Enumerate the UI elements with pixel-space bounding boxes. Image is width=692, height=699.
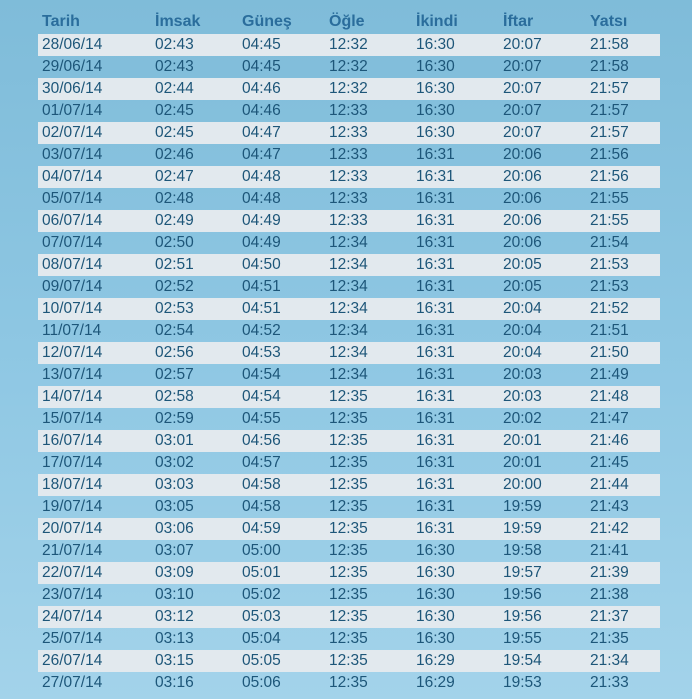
cell-ikindi: 16:31 (416, 366, 455, 383)
column-header-date: Tarih (42, 13, 80, 30)
cell-imsak: 03:05 (155, 498, 194, 515)
cell-gunes: 04:57 (242, 454, 281, 471)
cell-yatsi: 21:37 (586, 606, 660, 628)
cell-date: 24/07/14 (38, 606, 151, 628)
cell-gunes: 05:01 (238, 562, 325, 584)
table-row (38, 122, 660, 144)
cell-ikindi: 16:31 (412, 386, 499, 408)
cell-imsak: 02:54 (155, 322, 194, 339)
table-row (38, 166, 660, 188)
cell-date: 25/07/14 (42, 630, 103, 647)
cell-date: 12/07/14 (38, 342, 151, 364)
cell-iftar: 20:07 (503, 102, 542, 119)
cell-yatsi: 21:54 (590, 234, 629, 251)
cell-ogle: 12:35 (329, 454, 368, 471)
cell-date: 04/07/14 (38, 166, 151, 188)
cell-iftar: 19:56 (499, 606, 586, 628)
cell-ogle: 12:33 (325, 122, 412, 144)
cell-ogle: 12:35 (329, 498, 368, 515)
cell-iftar: 20:06 (503, 234, 542, 251)
table-row (38, 188, 660, 210)
cell-iftar: 20:06 (499, 210, 586, 232)
cell-date: 06/07/14 (38, 210, 151, 232)
cell-ogle: 12:33 (329, 190, 368, 207)
cell-iftar: 20:07 (499, 34, 586, 56)
cell-iftar: 19:53 (503, 674, 542, 691)
table-row (38, 232, 660, 254)
cell-ogle: 12:35 (325, 386, 412, 408)
cell-ogle: 12:35 (329, 410, 368, 427)
cell-ogle: 12:35 (329, 586, 368, 603)
column-header-imsak: İmsak (155, 13, 201, 30)
cell-ogle: 12:34 (329, 234, 368, 251)
cell-gunes: 04:46 (238, 78, 325, 100)
cell-iftar: 20:03 (499, 386, 586, 408)
cell-gunes: 05:04 (242, 630, 281, 647)
cell-ikindi: 16:29 (416, 674, 455, 691)
cell-iftar: 19:55 (503, 630, 542, 647)
table-row (38, 254, 660, 276)
cell-date: 21/07/14 (42, 542, 103, 559)
table-row (38, 672, 660, 694)
cell-date: 10/07/14 (38, 298, 151, 320)
cell-yatsi: 21:45 (590, 454, 629, 471)
cell-date: 08/07/14 (38, 254, 151, 276)
cell-ikindi: 16:31 (412, 210, 499, 232)
cell-yatsi: 21:33 (590, 674, 629, 691)
column-header-ikindi: İkindi (416, 13, 458, 30)
table-row (38, 364, 660, 386)
cell-ikindi: 16:30 (416, 58, 455, 75)
cell-iftar: 20:00 (499, 474, 586, 496)
cell-imsak: 02:47 (151, 166, 238, 188)
cell-date: 13/07/14 (42, 366, 103, 383)
cell-gunes: 04:53 (238, 342, 325, 364)
cell-imsak: 02:44 (151, 78, 238, 100)
cell-ogle: 12:35 (325, 430, 412, 452)
prayer-times-table (38, 10, 660, 694)
cell-ogle: 12:35 (329, 630, 368, 647)
cell-gunes: 04:52 (242, 322, 281, 339)
cell-ogle: 12:32 (329, 58, 368, 75)
table-row (38, 562, 660, 584)
cell-gunes: 04:47 (242, 146, 281, 163)
cell-iftar: 20:02 (503, 410, 542, 427)
cell-iftar: 20:06 (503, 190, 542, 207)
table-row (38, 650, 660, 672)
cell-imsak: 02:58 (151, 386, 238, 408)
cell-ikindi: 16:30 (416, 102, 455, 119)
table-row (38, 100, 660, 122)
cell-ikindi: 16:31 (416, 410, 455, 427)
cell-ogle: 12:35 (325, 562, 412, 584)
table-row (38, 210, 660, 232)
table-row (38, 518, 660, 540)
table-row (38, 430, 660, 452)
cell-imsak: 03:06 (151, 518, 238, 540)
table-row (38, 78, 660, 100)
cell-iftar: 20:06 (499, 166, 586, 188)
cell-gunes: 04:45 (242, 58, 281, 75)
cell-date: 30/06/14 (38, 78, 151, 100)
cell-gunes: 04:48 (238, 166, 325, 188)
cell-yatsi: 21:53 (590, 278, 629, 295)
cell-iftar: 20:04 (499, 342, 586, 364)
cell-ogle: 12:35 (325, 606, 412, 628)
prayer-times-container (38, 10, 660, 694)
cell-ogle: 12:35 (325, 650, 412, 672)
column-header-ogle: Öğle (329, 13, 365, 30)
cell-imsak: 03:09 (151, 562, 238, 584)
cell-date: 16/07/14 (38, 430, 151, 452)
cell-imsak: 02:48 (155, 190, 194, 207)
cell-yatsi: 21:49 (590, 366, 629, 383)
cell-gunes: 05:00 (242, 542, 281, 559)
cell-ikindi: 16:31 (416, 278, 455, 295)
cell-imsak: 03:12 (151, 606, 238, 628)
table-row (38, 474, 660, 496)
cell-date: 11/07/14 (42, 322, 102, 339)
cell-ogle: 12:34 (329, 366, 368, 383)
cell-gunes: 05:06 (242, 674, 281, 691)
cell-gunes: 04:51 (242, 278, 281, 295)
cell-imsak: 02:57 (155, 366, 194, 383)
column-header-yatsi: Yatsı (590, 13, 628, 30)
cell-ogle: 12:34 (325, 342, 412, 364)
cell-imsak: 03:07 (155, 542, 194, 559)
cell-gunes: 04:59 (238, 518, 325, 540)
cell-date: 18/07/14 (38, 474, 151, 496)
cell-gunes: 04:46 (242, 102, 281, 119)
cell-iftar: 19:54 (499, 650, 586, 672)
cell-iftar: 20:06 (503, 146, 542, 163)
cell-ogle: 12:35 (325, 518, 412, 540)
cell-iftar: 20:03 (503, 366, 542, 383)
cell-ikindi: 16:30 (412, 78, 499, 100)
cell-yatsi: 21:48 (586, 386, 660, 408)
cell-ikindi: 16:31 (412, 474, 499, 496)
cell-ogle: 12:33 (325, 210, 412, 232)
cell-iftar: 20:05 (503, 278, 542, 295)
cell-gunes: 04:58 (238, 474, 325, 496)
cell-gunes: 05:05 (238, 650, 325, 672)
table-body (38, 34, 660, 694)
cell-ogle: 12:32 (325, 78, 412, 100)
cell-ogle: 12:33 (329, 146, 368, 163)
cell-ikindi: 16:30 (412, 562, 499, 584)
cell-imsak: 02:53 (151, 298, 238, 320)
cell-imsak: 02:49 (151, 210, 238, 232)
cell-yatsi: 21:38 (590, 586, 629, 603)
cell-date: 17/07/14 (42, 454, 103, 471)
cell-gunes: 04:54 (238, 386, 325, 408)
cell-ogle: 12:35 (329, 674, 368, 691)
cell-date: 01/07/14 (42, 102, 103, 119)
cell-ikindi: 16:31 (412, 254, 499, 276)
cell-ikindi: 16:31 (416, 322, 455, 339)
cell-date: 09/07/14 (42, 278, 103, 295)
cell-iftar: 20:07 (503, 58, 542, 75)
cell-imsak: 02:43 (151, 34, 238, 56)
table-row (38, 386, 660, 408)
cell-ikindi: 16:30 (412, 606, 499, 628)
cell-yatsi: 21:55 (590, 190, 629, 207)
cell-ikindi: 16:30 (416, 542, 455, 559)
cell-imsak: 02:56 (151, 342, 238, 364)
cell-ogle: 12:35 (329, 542, 368, 559)
column-header-gunes: Güneş (242, 13, 292, 30)
cell-imsak: 03:15 (151, 650, 238, 672)
cell-date: 15/07/14 (42, 410, 103, 427)
cell-gunes: 04:55 (242, 410, 281, 427)
cell-ikindi: 16:29 (412, 650, 499, 672)
table-row (38, 584, 660, 606)
cell-iftar: 20:04 (499, 298, 586, 320)
cell-imsak: 02:50 (155, 234, 194, 251)
cell-yatsi: 21:56 (590, 146, 629, 163)
cell-yatsi: 21:57 (586, 122, 660, 144)
table-row (38, 56, 660, 78)
cell-yatsi: 21:57 (590, 102, 629, 119)
cell-iftar: 20:05 (499, 254, 586, 276)
cell-iftar: 19:59 (503, 498, 542, 515)
cell-iftar: 19:59 (499, 518, 586, 540)
cell-yatsi: 21:57 (586, 78, 660, 100)
cell-iftar: 19:56 (503, 586, 542, 603)
cell-yatsi: 21:47 (590, 410, 629, 427)
cell-ikindi: 16:31 (412, 298, 499, 320)
table-row (38, 540, 660, 562)
cell-ikindi: 16:31 (416, 498, 455, 515)
cell-iftar: 19:57 (499, 562, 586, 584)
cell-ogle: 12:34 (325, 254, 412, 276)
cell-ogle: 12:35 (325, 474, 412, 496)
column-header-iftar: İftar (503, 13, 534, 30)
cell-yatsi: 21:55 (586, 210, 660, 232)
cell-ogle: 12:32 (325, 34, 412, 56)
cell-yatsi: 21:52 (586, 298, 660, 320)
cell-date: 29/06/14 (42, 58, 103, 75)
table-row (38, 34, 660, 56)
cell-imsak: 03:02 (155, 454, 194, 471)
cell-date: 20/07/14 (38, 518, 151, 540)
cell-date: 03/07/14 (42, 146, 103, 163)
cell-yatsi: 21:41 (590, 542, 629, 559)
table-row (38, 276, 660, 298)
cell-date: 26/07/14 (38, 650, 151, 672)
cell-gunes: 04:54 (242, 366, 281, 383)
table-row (38, 320, 660, 342)
cell-yatsi: 21:39 (586, 562, 660, 584)
table-row (38, 298, 660, 320)
cell-gunes: 04:58 (242, 498, 281, 515)
cell-imsak: 03:16 (155, 674, 194, 691)
cell-yatsi: 21:53 (586, 254, 660, 276)
cell-date: 23/07/14 (42, 586, 103, 603)
cell-ikindi: 16:30 (412, 34, 499, 56)
cell-date: 22/07/14 (38, 562, 151, 584)
cell-gunes: 04:49 (242, 234, 281, 251)
cell-ogle: 12:34 (325, 298, 412, 320)
cell-yatsi: 21:42 (586, 518, 660, 540)
cell-ikindi: 16:31 (412, 342, 499, 364)
cell-imsak: 03:13 (155, 630, 194, 647)
cell-date: 02/07/14 (38, 122, 151, 144)
table-header-row (38, 10, 660, 34)
cell-ogle: 12:33 (325, 166, 412, 188)
cell-date: 14/07/14 (38, 386, 151, 408)
cell-yatsi: 21:46 (586, 430, 660, 452)
cell-yatsi: 21:43 (590, 498, 629, 515)
cell-iftar: 20:01 (503, 454, 542, 471)
cell-date: 05/07/14 (42, 190, 103, 207)
cell-ikindi: 16:31 (416, 454, 455, 471)
cell-imsak: 03:03 (151, 474, 238, 496)
cell-gunes: 05:02 (242, 586, 281, 603)
cell-yatsi: 21:50 (586, 342, 660, 364)
cell-yatsi: 21:35 (590, 630, 629, 647)
cell-iftar: 20:04 (503, 322, 542, 339)
cell-imsak: 02:46 (155, 146, 194, 163)
cell-gunes: 04:50 (238, 254, 325, 276)
table-row (38, 144, 660, 166)
cell-gunes: 05:03 (238, 606, 325, 628)
cell-imsak: 02:45 (155, 102, 194, 119)
cell-gunes: 04:56 (238, 430, 325, 452)
cell-ikindi: 16:30 (416, 630, 455, 647)
cell-ogle: 12:33 (329, 102, 368, 119)
cell-yatsi: 21:58 (586, 34, 660, 56)
cell-date: 27/07/14 (42, 674, 103, 691)
cell-date: 28/06/14 (38, 34, 151, 56)
cell-gunes: 04:47 (238, 122, 325, 144)
cell-ikindi: 16:31 (416, 234, 455, 251)
cell-ogle: 12:34 (329, 322, 368, 339)
cell-date: 07/07/14 (42, 234, 103, 251)
cell-gunes: 04:45 (238, 34, 325, 56)
cell-yatsi: 21:44 (586, 474, 660, 496)
table-row (38, 606, 660, 628)
cell-ikindi: 16:31 (412, 430, 499, 452)
cell-gunes: 04:51 (238, 298, 325, 320)
cell-yatsi: 21:56 (586, 166, 660, 188)
cell-ikindi: 16:30 (416, 586, 455, 603)
cell-iftar: 20:07 (499, 78, 586, 100)
table-row (38, 452, 660, 474)
cell-yatsi: 21:34 (586, 650, 660, 672)
cell-iftar: 20:01 (499, 430, 586, 452)
cell-date: 19/07/14 (42, 498, 103, 515)
cell-ikindi: 16:31 (416, 146, 455, 163)
cell-ikindi: 16:31 (416, 190, 455, 207)
cell-imsak: 02:52 (155, 278, 194, 295)
table-row (38, 496, 660, 518)
cell-imsak: 02:51 (151, 254, 238, 276)
table-row (38, 628, 660, 650)
table-row (38, 342, 660, 364)
table-row (38, 408, 660, 430)
cell-ikindi: 16:30 (412, 122, 499, 144)
cell-imsak: 02:43 (155, 58, 194, 75)
cell-ogle: 12:34 (329, 278, 368, 295)
cell-yatsi: 21:51 (590, 322, 629, 339)
cell-iftar: 19:58 (503, 542, 542, 559)
cell-gunes: 04:49 (238, 210, 325, 232)
cell-gunes: 04:48 (242, 190, 281, 207)
cell-yatsi: 21:58 (590, 58, 629, 75)
cell-iftar: 20:07 (499, 122, 586, 144)
cell-imsak: 02:45 (151, 122, 238, 144)
cell-ikindi: 16:31 (412, 518, 499, 540)
cell-imsak: 03:01 (151, 430, 238, 452)
cell-ikindi: 16:31 (412, 166, 499, 188)
cell-imsak: 03:10 (155, 586, 194, 603)
cell-imsak: 02:59 (155, 410, 194, 427)
